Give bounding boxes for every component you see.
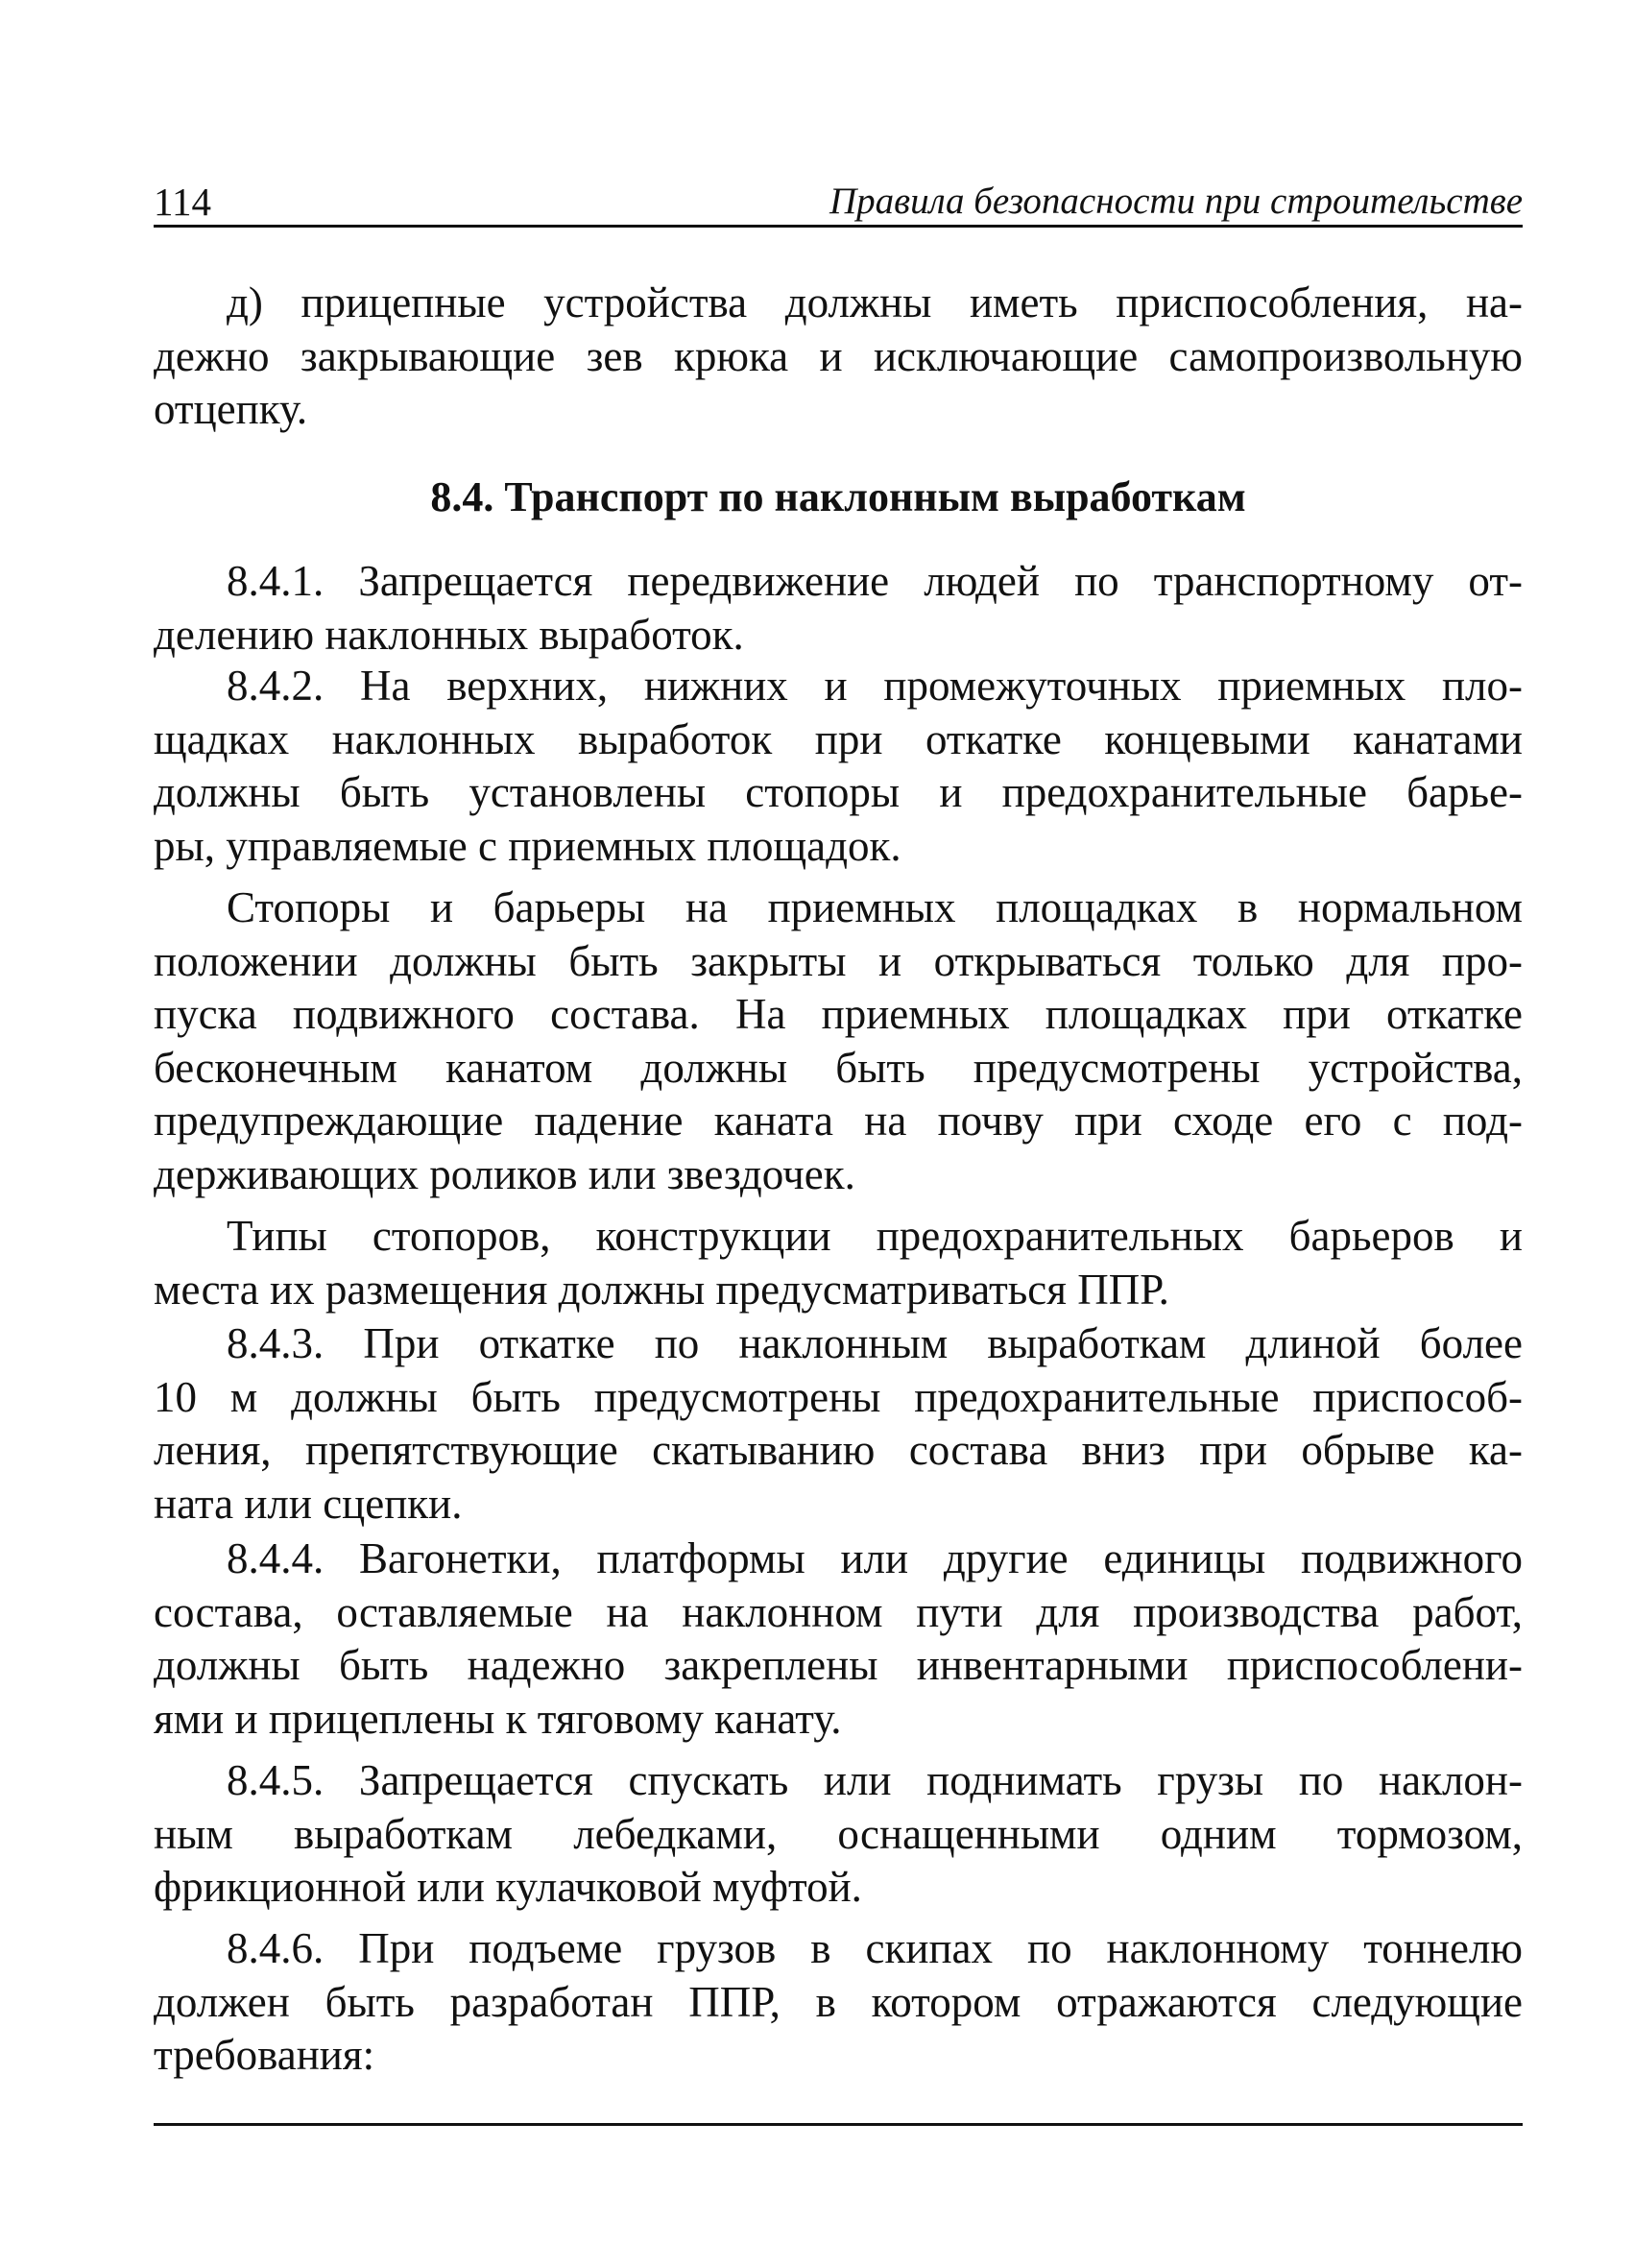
text-line: Типы стопоров, конструкции предохранительных барьеров и	[227, 1212, 1523, 1260]
text-line: 8.4.2. На верхних, нижних и промежуточных приемных пло-	[227, 662, 1523, 710]
text-line: делению наклонных выработок.	[154, 610, 744, 659]
paragraph	[154, 1210, 1523, 1316]
text-line: 8.4.1. Запрещается передвижение людей по транспортному от-	[227, 557, 1523, 605]
text-line: Стопоры и барьеры на приемных площадках в нормальном	[227, 883, 1523, 931]
running-title: Правила безопасности при строительстве	[829, 181, 1523, 222]
text-line: должны быть установлены стопоры и предохранительные барье-	[154, 768, 1523, 816]
text-line: должны быть надежно закреплены инвентарными приспособлени-	[154, 1641, 1523, 1689]
header-rule	[154, 225, 1523, 228]
section-heading: 8.4. Транспорт по наклонным выработкам	[430, 473, 1246, 520]
text-line: состава, оставляемые на наклонном пути для производства работ,	[154, 1587, 1523, 1636]
text-line: бесконечным канатом должны быть предусмотрены устройства,	[154, 1043, 1523, 1092]
paragraph	[154, 1922, 1523, 2083]
paragraph	[154, 1532, 1523, 1746]
text-line: 8.4.3. При откатке по наклонным выработкам длиной более	[227, 1319, 1523, 1367]
paragraph	[154, 555, 1523, 662]
text-line: дежно закрывающие зев крюка и исключающие самопроизвольную	[154, 331, 1523, 380]
text-line: 10 м должны быть предусмотрены предохранительные приспособ-	[154, 1372, 1523, 1421]
text-line: 8.4.5. Запрещается спускать или поднимать грузы по наклон-	[227, 1756, 1523, 1804]
paragraph	[154, 881, 1523, 1201]
text-line: фрикционной или кулачковой муфтой.	[154, 1863, 862, 1911]
text-line: предупреждающие падение каната на почву при сходе его с под-	[154, 1097, 1523, 1145]
text-line: должен быть разработан ППР, в котором отражаются следующие	[154, 1977, 1523, 2026]
page-number: 114	[154, 180, 211, 224]
text-line: требования:	[154, 2031, 375, 2079]
text-line: 8.4.6. При подъеме грузов в скипах по наклонному тоннелю	[227, 1924, 1523, 1972]
text-line: д) прицепные устройства должны иметь приспособления, на-	[227, 278, 1523, 326]
paragraph	[154, 1754, 1523, 1915]
text-line: положении должны быть закрыты и открываться только для про-	[154, 936, 1523, 985]
text-line: ры, управляемые с приемных площадок.	[154, 821, 901, 870]
text-line: ным выработкам лебедками, оснащенными одним тормозом,	[154, 1809, 1523, 1858]
paragraph	[154, 660, 1523, 873]
paragraph	[154, 277, 1523, 437]
text-line: держивающих роликов или звездочек.	[154, 1149, 855, 1198]
footer-rule	[154, 2123, 1523, 2126]
paragraph	[154, 1317, 1523, 1531]
text-line: ната или сцепки.	[154, 1479, 463, 1528]
text-line: ями и прицеплены к тяговому канату.	[154, 1694, 842, 1743]
text-line: отцепку.	[154, 385, 308, 433]
text-line: щадках наклонных выработок при откатке концевыми канатами	[154, 714, 1523, 763]
text-line: 8.4.4. Вагонетки, платформы или другие единицы подвижного	[227, 1534, 1523, 1582]
text-line: ления, препятствующие скатыванию состава вниз при обрыве ка-	[154, 1426, 1523, 1474]
text-line: пуска подвижного состава. На приемных площадках при откатке	[154, 990, 1523, 1038]
text-line: места их размещения должны предусматриваться ППР.	[154, 1265, 1169, 1314]
